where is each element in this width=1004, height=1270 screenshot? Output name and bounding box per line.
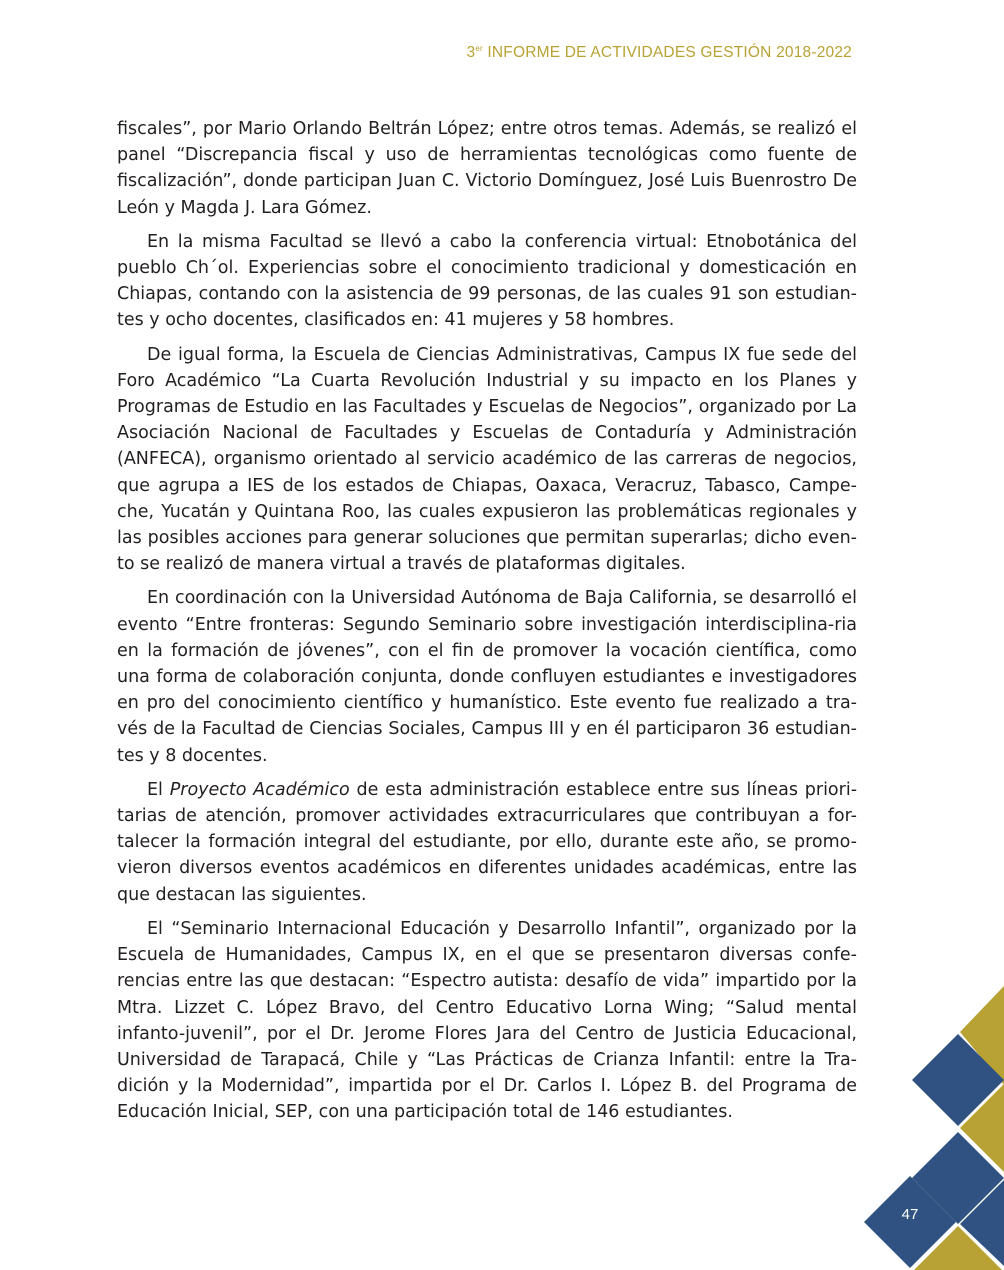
paragraph-6: El “Seminario Internacional Educación y Desarrollo Infantil”, organizado por la Escuela de Humanidades, Campus IX, en el que se presentaron diversas confe-rencias entre las que destacan: “Espectro autista: desafío de vida” impartido por la Mtra. Lizzet C. López Bravo, del Centro Educativo Lorna Wing; “Salud mental infanto-juvenil”, por el Dr. Jerome Flores Jara del Centro de Justicia Educacional, Universidad de Tarapacá, Chile y “Las Prácticas de Crianza Infantil: entre la Tra-dición y la Modernidad”, impartida por el Dr. Carlos I. López B. del Programa de Educación Inicial, SEP, con una participación total de 146 estudiantes. (117, 918, 857, 1123)
page-number: 47 (901, 1206, 919, 1223)
paragraph-5-emphasis: Proyecto Académico (169, 779, 350, 800)
header-title: INFORME DE ACTIVIDADES GESTIÓN 2018-2022 (482, 44, 852, 61)
paragraph-1: fiscales”, por Mario Orlando Beltrán López; entre otros temas. Además, se realizó el panel “Discrepancia fiscal y uso de herramientas tecnológicas como fuente de fiscalización”, donde participan Juan C. Victorio Domínguez, José Luis Buenrostro De León y Magda J. Lara Gómez. (117, 119, 857, 218)
paragraph-5-after: de esta administración establece entre sus líneas priori-tarias de atención, promover actividades extracurriculares que contribuyan a for-talecer la formación integral del estudiante, por ello, durante este año, se promo-vieron diversos eventos académicos en diferentes unidades académicas, entre las que destacan las siguientes. (117, 779, 858, 905)
paragraph-3: De igual forma, la Escuela de Ciencias Administrativas, Campus IX fue sede del Foro Académico “La Cuarta Revolución Industrial y su impacto en los Planes y Programas de Estudio en las Facultades y Escuelas de Negocios”, organizado por La Asociación Nacional de Facultades y Escuelas de Contaduría y Administración (ANFECA), organismo orientado al servicio académico de las carreras de negocios, que agrupa a IES de los estados de Chiapas, Oaxaca, Veracruz, Tabasco, Campe-che, Yucatán y Quintana Roo, las cuales expusieron las problemáticas regionales y las posibles acciones para generar soluciones que permitan superarlas; dicho even-to se realizó de manera virtual a través de plataformas digitales. (117, 344, 857, 575)
running-header (467, 44, 852, 62)
paragraph-2: En la misma Facultad se llevó a cabo la conferencia virtual: Etnobotánica del pueblo Ch´ol. Experiencias sobre el conocimiento tradicional y domesticación en Chiapas, contando con la asistencia de 99 personas, de las cuales 91 son estudian-tes y ocho docentes, clasificados en: 41 mujeres y 58 hombres. (117, 231, 857, 331)
body-text (117, 116, 857, 1134)
paragraph-5-before: El (147, 779, 170, 800)
header-prefix: 3 (466, 44, 476, 61)
header-superscript: er (475, 44, 483, 53)
corner-diamond-decoration (840, 970, 1004, 1270)
paragraph-4: En coordinación con la Universidad Autónoma de Baja California, se desarrolló el evento “Entre fronteras: Segundo Seminario sobre investigación interdisciplina-ria en la formación de jóvenes”, con el fin de promover la vocación científica, como una forma de colaboración conjunta, donde confluyen estudiantes e investigadores en pro del conocimiento científico y humanístico. Este evento fue realizado a tra-vés de la Facultad de Ciencias Sociales, Campus III y en él participaron 36 estudian-tes y 8 docentes. (117, 588, 857, 766)
paragraph-5 (117, 777, 857, 908)
